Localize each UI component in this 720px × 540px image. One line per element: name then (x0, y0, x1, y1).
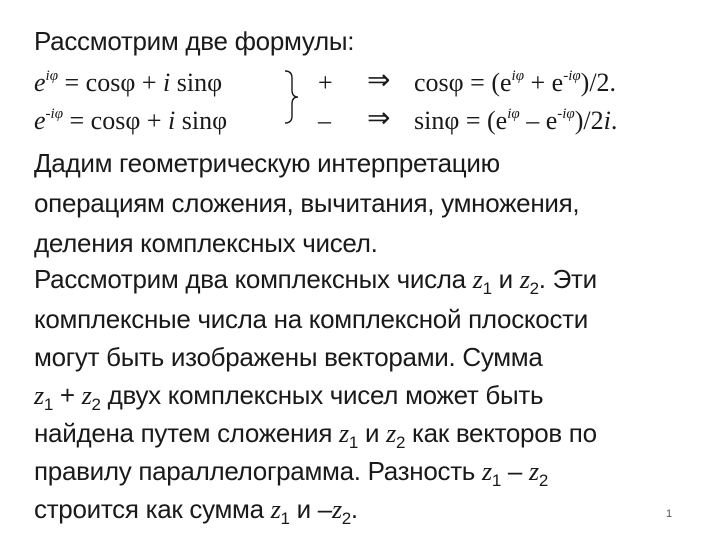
paragraph-line: комплексные числа на комплексной плоскости (34, 304, 588, 334)
paragraph-line: операциям сложения, вычитания, умножения, (34, 188, 580, 218)
formula-cos-result: $\cos\varphi = (e^{i\varphi} + e^{-i\varphi})/2$. (414, 68, 617, 97)
implies-arrow-icon: ⇒ (367, 65, 391, 96)
formula-op-minus: – (318, 106, 331, 135)
paragraph-line: могут быть изображены векторами. Сумма (34, 342, 543, 372)
right-brace-icon (283, 70, 299, 124)
formula-sin-result: $\sin\varphi = (e^{i\varphi} - e^{-i\varphi})/2i$. (414, 106, 618, 135)
formula-euler-plus: $e^{i\varphi} = \cos\varphi + i$ sinφ (34, 68, 223, 97)
paragraph-line: строится как сумма $z_1$ и $-z_2$. (34, 494, 358, 528)
paragraph-line: $z_1 + z_2$ двух комплексных чисел может быть (34, 380, 544, 414)
page-number: 1 (666, 508, 673, 520)
paragraph-line: найдена путем сложения $z_1$ и $z_2$ как векторов по (34, 418, 597, 452)
paragraph-line: деления комплексных чисел. (34, 228, 378, 258)
paragraph-line: правилу параллелограмма. Разность $z_1 - z_2$ (34, 456, 548, 490)
paragraph-line: Дадим геометрическую интерпретацию (34, 148, 500, 178)
paragraph-line: Рассмотрим два комплексных числа $z_1$ и $z_2$. Эти (34, 264, 597, 298)
implies-arrow-icon: ⇒ (367, 103, 391, 134)
intro-text: Рассмотрим две формулы: (34, 26, 355, 56)
formula-euler-minus: $e^{-i\varphi} = \cos\varphi + i$ sinφ (34, 106, 228, 135)
formula-op-plus: + (318, 68, 333, 97)
